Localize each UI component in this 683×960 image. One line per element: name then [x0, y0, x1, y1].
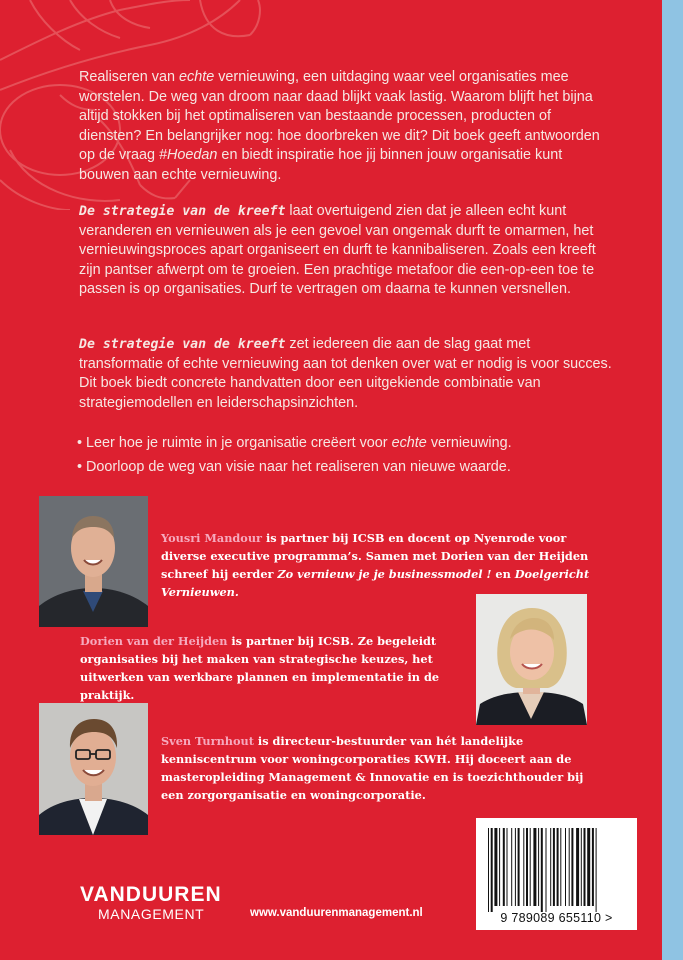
text-run: laat overtuigend zien dat je alleen echt kunt veranderen en vernieuwen als je een gevoel van ongemak durft te omarmen, het vernieuwingsproces apart organiseert en durft te kannibaliseren. Zoals een kreeft zijn pantser afwerpt om te groeien. Een prachtige metafoor die een-op-een toe te passen is op organisaties. Durf te vertragen om daarna te kunnen versnellen. — [79, 203, 596, 297]
portrait-image — [39, 496, 148, 627]
publisher-logo-line2: MANAGEMENT — [98, 906, 205, 922]
book-title-run: De strategie van de kreeft — [79, 337, 286, 352]
publisher-url: www.vanduurenmanagement.nl — [250, 907, 423, 919]
author-photo-yousri — [39, 496, 148, 627]
author-name: Yousri Mandour — [161, 531, 263, 545]
isbn-barcode — [476, 818, 637, 930]
publisher-logo — [80, 884, 222, 922]
author-bio-yousri — [161, 529, 591, 601]
portrait-image — [476, 594, 587, 725]
intro-paragraph-3 — [79, 335, 613, 413]
bullet-item — [77, 433, 617, 453]
emphasis-run: Doelgericht Vernieuwen. — [161, 567, 590, 599]
text-run: is partner bij ICSB en docent op Nyenrode voor diverse executive programma’s. Samen met Dorien van der Heijden schreef hij eerder — [161, 531, 589, 581]
text-run: is directeur-bestuurder van hét landelijke kenniscentrum voor woningcorporaties KWH. Hij doceert aan de masteropleiding Management & Innovatie en is toezichthouder bij een zorgorganisatie en woningcorporatie. — [161, 734, 584, 802]
publisher-logo-line1: VANDUUREN — [80, 883, 222, 906]
author-name: Dorien van der Heijden — [80, 634, 228, 648]
bullet-item — [77, 457, 617, 477]
emphasis-run: #Hoedan — [159, 147, 218, 163]
barcode-digits: 9 789089 655110 — [500, 911, 602, 925]
text-run: Realiseren van — [79, 69, 179, 85]
spine-strip — [662, 0, 683, 960]
portrait-image — [39, 703, 148, 835]
text-run: vernieuwing, een uitdaging waar veel organisaties mee worstelen. De weg van droom naar daad blijkt vaak lastig. Waarom blijft het bijna altijd stokken bij het optimaliseren van bestaande processen, producten of diensten? En belangrijker nog: hoe doorbreken we dit? Dit boek geeft antwoorden op de vraag — [79, 69, 600, 163]
barcode-suffix: > — [605, 911, 613, 925]
text-run: zet iedereen die aan de slag gaat met transformatie of echte vernieuwing aan tot denken over wat er nodig is voor succes. Dit boek biedt concrete handvatten door een uitgekiende combinatie van strategiemodellen en leiderschapsinzichten. — [79, 336, 612, 411]
author-bio-sven — [161, 732, 601, 804]
author-bio-dorien — [80, 632, 476, 704]
text-run: vernieuwing. — [426, 435, 512, 451]
emphasis-run: echte — [179, 69, 215, 85]
text-run: • Doorloop de weg van visie naar het realiseren van nieuwe waarde. — [77, 459, 511, 475]
intro-paragraph-2 — [79, 202, 613, 300]
emphasis-run: Zo vernieuw je je businessmodel ! — [277, 567, 492, 581]
barcode-digits-row — [476, 911, 637, 925]
author-photo-dorien — [476, 594, 587, 725]
intro-paragraph-1 — [79, 68, 613, 185]
book-title-run: De strategie van de kreeft — [79, 204, 286, 219]
emphasis-run: echte — [391, 435, 427, 451]
text-run: • Leer hoe je ruimte in je organisatie creëert voor — [77, 435, 392, 451]
author-photo-sven — [39, 703, 148, 835]
text-run: en — [491, 567, 515, 581]
text-run: is partner bij ICSB. Ze begeleidt organisaties bij het maken van strategische keuzes, het uitwerken van werkbare plannen en implementatie in de praktijk. — [80, 634, 440, 702]
text-run: en biedt inspiratie hoe jij binnen jouw organisatie kunt bouwen aan echte vernieuwing. — [79, 147, 563, 183]
author-name: Sven Turnhout — [161, 734, 254, 748]
